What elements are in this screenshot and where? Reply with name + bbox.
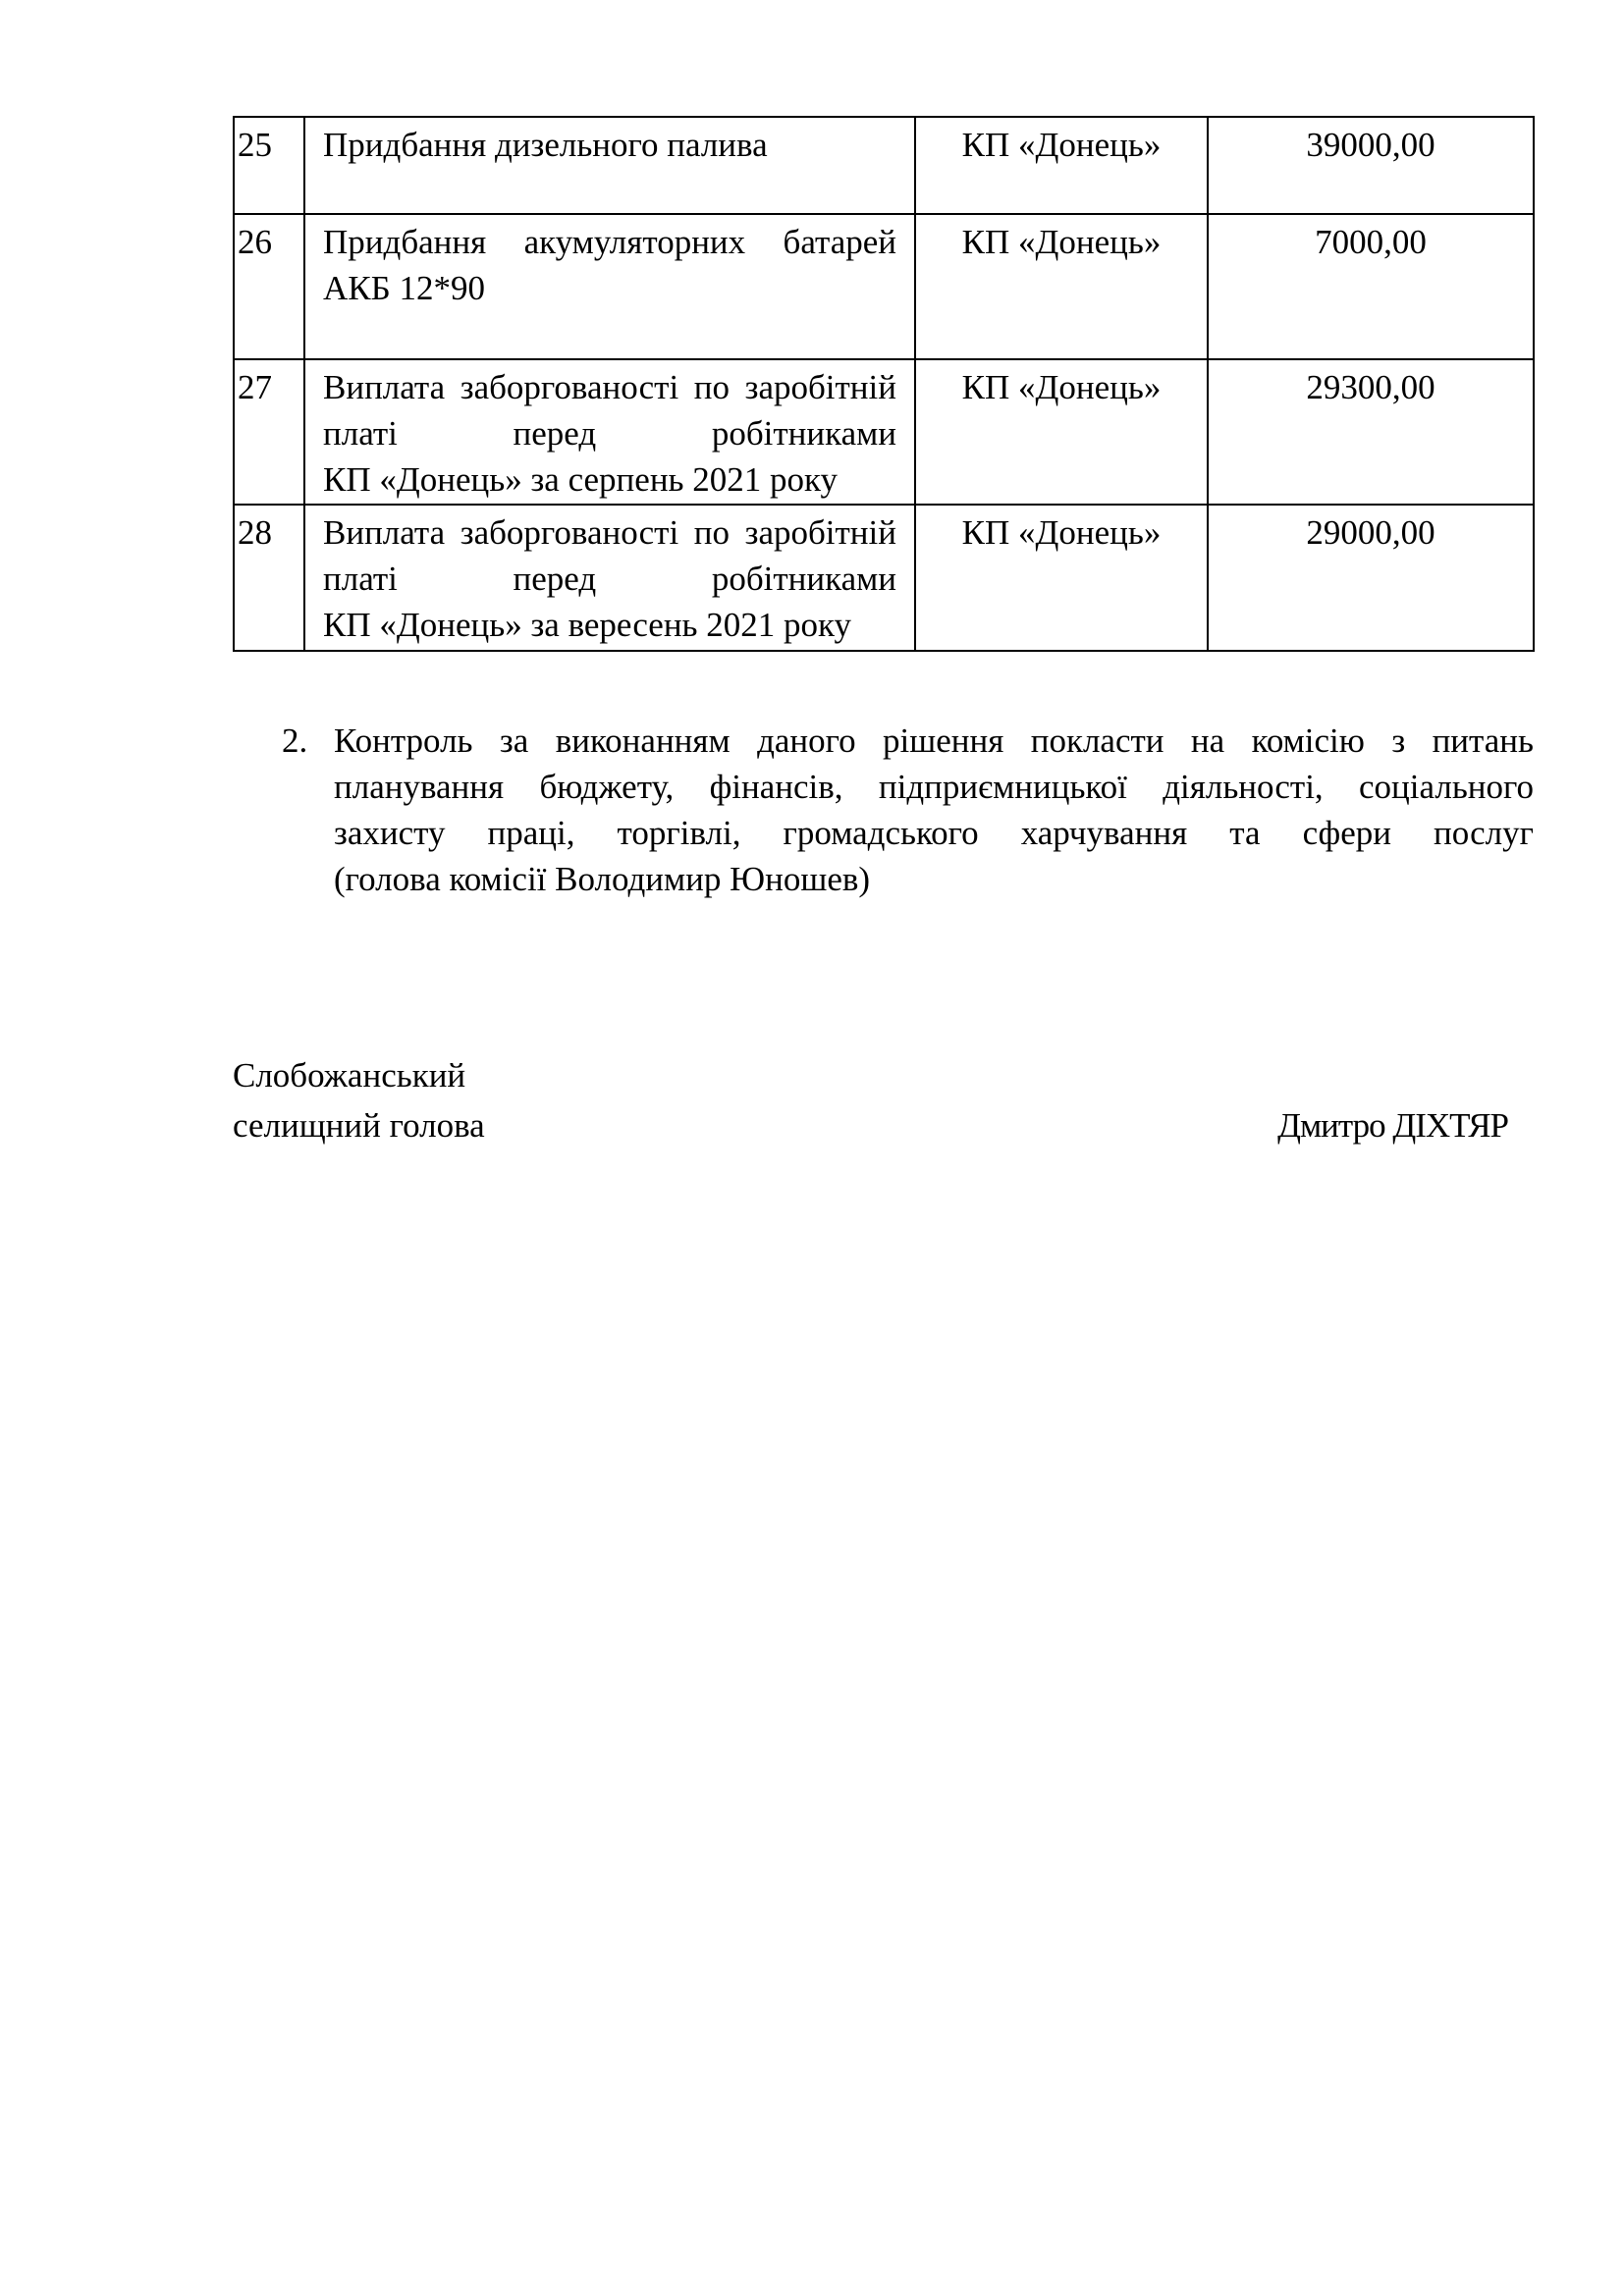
description-line: Виплата заборгованості по заробітній <box>323 513 896 552</box>
list-marker: 2. <box>282 721 308 760</box>
row-organization: КП «Донець» <box>915 359 1208 505</box>
row-amount: 39000,00 <box>1208 117 1534 214</box>
row-organization: КП «Донець» <box>915 505 1208 651</box>
table-row <box>234 214 1534 359</box>
description-line: АКБ 12*90 <box>323 269 485 307</box>
table-row <box>234 359 1534 505</box>
signatory-title <box>233 1050 485 1150</box>
paragraph-line: планування бюджету, фінансів, підприємницької діяльності, соціального <box>334 768 1534 806</box>
row-description <box>304 214 915 359</box>
items-table <box>233 116 1535 652</box>
paragraph-line: Контроль за виконанням даного рішення покласти на комісію з питань <box>334 721 1534 760</box>
description-line: платі перед робітниками <box>323 414 896 453</box>
row-description <box>304 505 915 651</box>
paragraph-line: (голова комісії Володимир Юношев) <box>334 860 871 898</box>
description-line: КП «Донець» за серпень 2021 року <box>323 460 839 499</box>
row-organization: КП «Донець» <box>915 117 1208 214</box>
paragraph-text <box>334 718 1534 902</box>
row-amount: 29000,00 <box>1208 505 1534 651</box>
control-paragraph <box>277 718 1534 902</box>
description-line: КП «Донець» за вересень 2021 року <box>323 606 852 644</box>
row-description <box>304 359 915 505</box>
row-number: 28 <box>234 505 304 651</box>
signatory-title-line: селищний голова <box>233 1106 485 1145</box>
description-line: платі перед робітниками <box>323 560 896 598</box>
row-amount: 7000,00 <box>1208 214 1534 359</box>
paragraph-line: захисту праці, торгівлі, громадського харчування та сфери послуг <box>334 814 1534 852</box>
description-line: Придбання акумуляторних батарей <box>323 223 896 261</box>
table-row <box>234 117 1534 214</box>
row-description <box>304 117 915 214</box>
signatory-title-line: Слобожанський <box>233 1056 466 1095</box>
row-organization: КП «Донець» <box>915 214 1208 359</box>
row-number: 27 <box>234 359 304 505</box>
description-line: Виплата заборгованості по заробітній <box>323 368 896 406</box>
row-amount: 29300,00 <box>1208 359 1534 505</box>
row-number: 26 <box>234 214 304 359</box>
description-line: Придбання дизельного палива <box>323 126 768 164</box>
row-number: 25 <box>234 117 304 214</box>
signatory-name: Дмитро ДІХТЯР <box>1277 1106 1508 1145</box>
table-row <box>234 505 1534 651</box>
